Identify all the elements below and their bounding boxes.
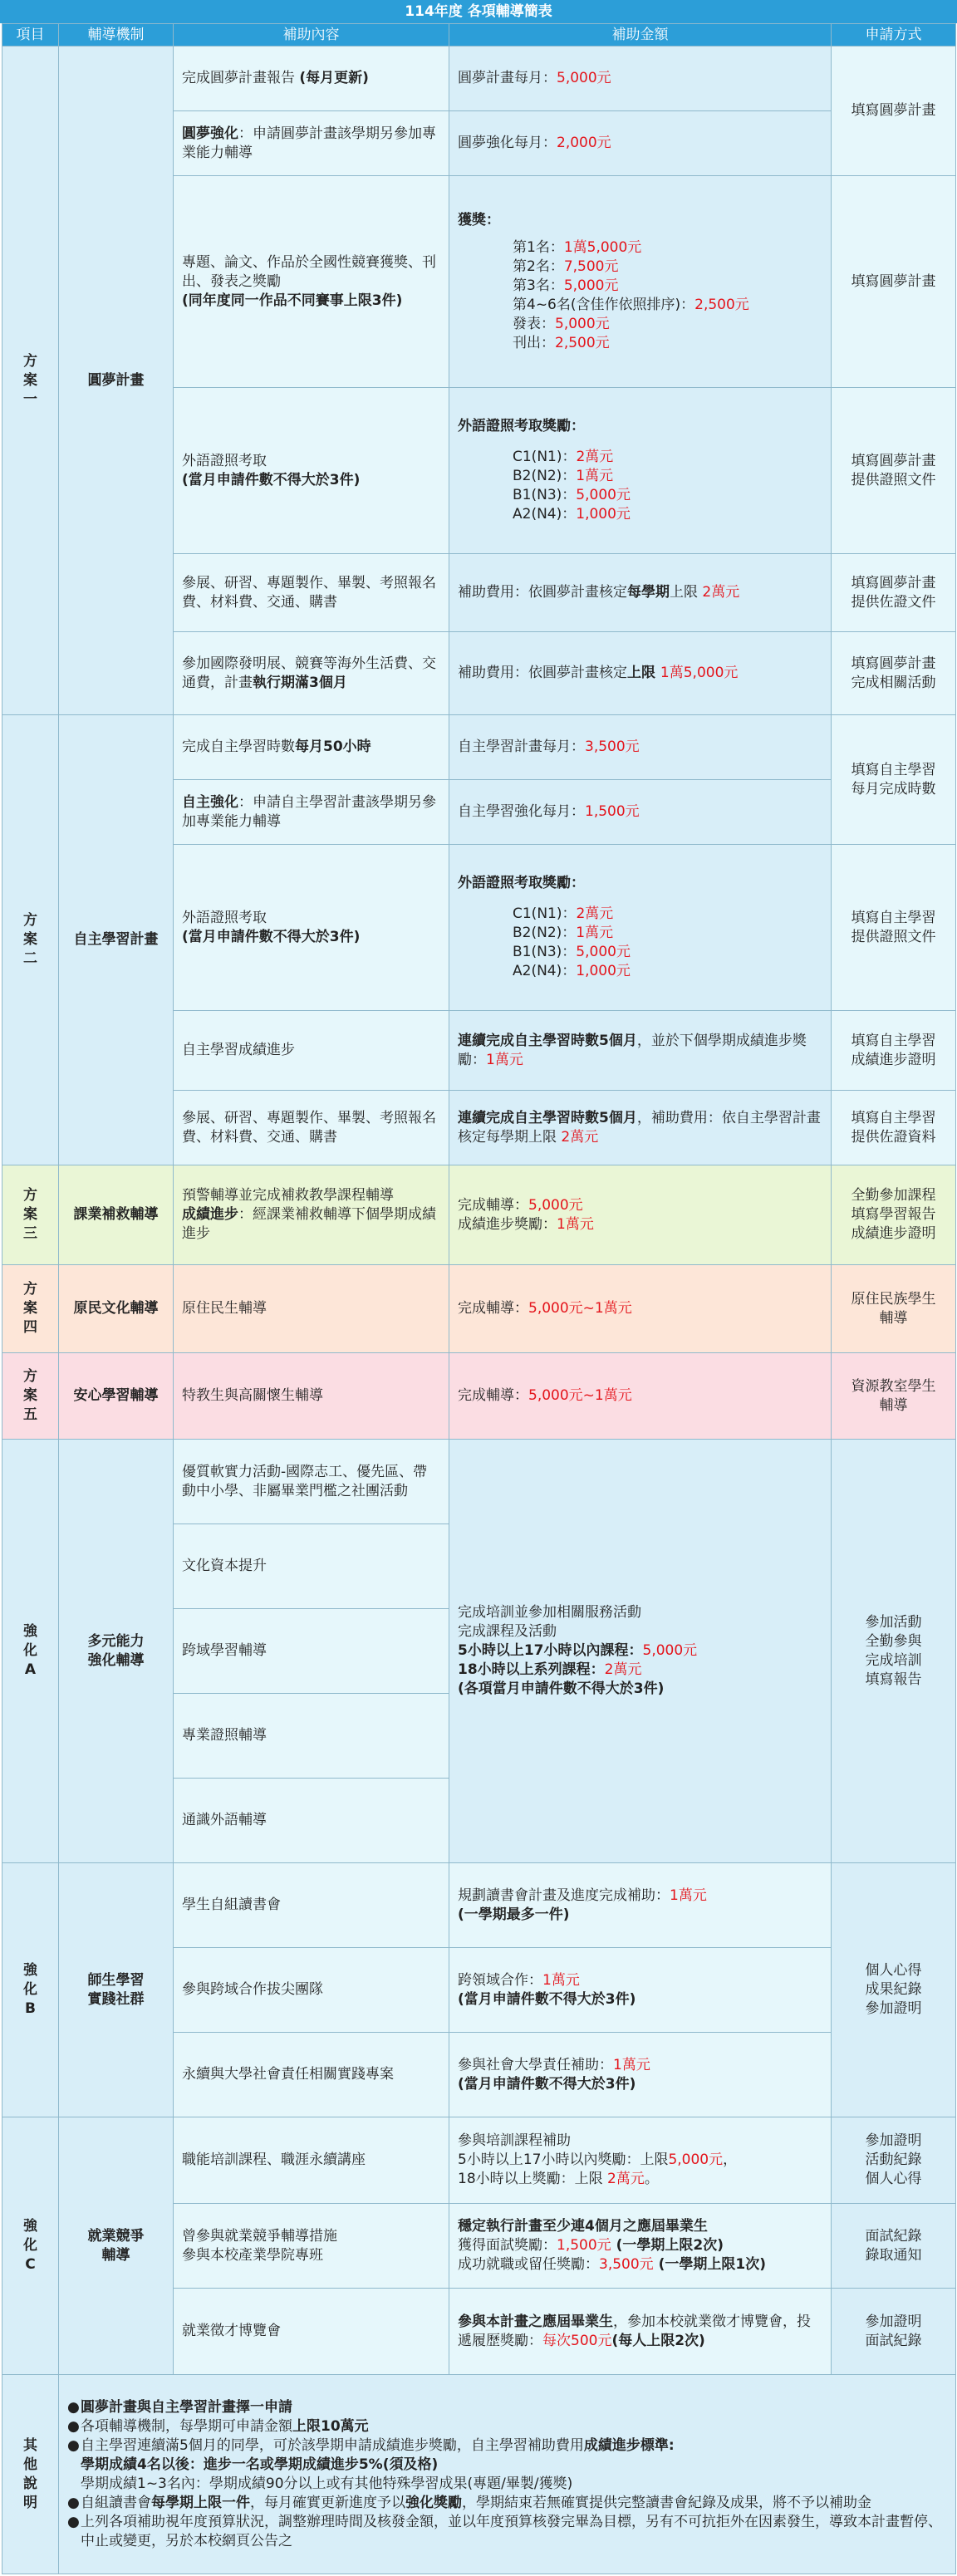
content-cell: 參加國際發明展、競賽等海外生活費、交通費，計畫執行期滿3個月 bbox=[174, 632, 449, 715]
amount-cell: 補助費用：依圓夢計畫核定每學期上限 2萬元 bbox=[449, 554, 832, 632]
apply-cell: 個人心得 成果紀錄 參加證明 bbox=[832, 1863, 956, 2117]
award-line: C1(N1)：2萬元 bbox=[513, 449, 614, 465]
award-line: C1(N1)：2萬元 bbox=[513, 905, 614, 922]
mechanism-name: 原民文化輔導 bbox=[59, 1265, 174, 1353]
content-cell: 曾參與就業競爭輔導措施 參與本校產業學院專班 bbox=[174, 2204, 449, 2289]
apply-cell: 填寫圓夢計畫 bbox=[832, 47, 956, 176]
award-line: B2(N2)：1萬元 bbox=[513, 925, 614, 941]
table-row bbox=[2, 715, 956, 780]
amount-cell: 跨領域合作：1萬元 (當月申請件數不得大於3件) bbox=[449, 1948, 832, 2033]
content-cell: 外語證照考取 (當月申請件數不得大於3件) bbox=[174, 388, 449, 554]
content-cell: 自主學習成績進步 bbox=[174, 1011, 449, 1091]
amount-cell: 完成培訓並參加相關服務活動 完成課程及活動 5小時以上17小時以內課程：5,000元 18小時以上系列課程：2萬元 (各項當月申請件數不得大於3件) bbox=[449, 1440, 832, 1863]
apply-cell: 填寫圓夢計畫 提供證照文件 bbox=[832, 388, 956, 554]
header-amount: 補助金額 bbox=[449, 24, 832, 47]
header-mechanism: 輔導機制 bbox=[59, 24, 174, 47]
apply-cell: 參加證明 面試紀錄 bbox=[832, 2289, 956, 2375]
table-row bbox=[2, 2117, 956, 2204]
content-cell: 參展、研習、專題製作、畢製、考照報名費、材料費、交通、購書 bbox=[174, 554, 449, 632]
amount-cell: 連續完成自主學習時數5個月，並於下個學期成績進步獎勵：1萬元 bbox=[449, 1011, 832, 1091]
amount-cell: 連續完成自主學習時數5個月，補助費用：依自主學習計畫核定每學期上限 2萬元 bbox=[449, 1091, 832, 1165]
table-row bbox=[2, 47, 956, 111]
content-cell: 跨域學習輔導 bbox=[174, 1609, 449, 1694]
content-cell: 完成自主學習時數每月50小時 bbox=[174, 715, 449, 780]
content-cell: 自主強化：申請自主學習計畫該學期另參加專業能力輔導 bbox=[174, 780, 449, 845]
plan-label: 強 化 C bbox=[2, 2117, 59, 2375]
content-cell: 永續與大學社會責任相關實踐專案 bbox=[174, 2033, 449, 2117]
content-cell: 職能培訓課程、職涯永續講座 bbox=[174, 2117, 449, 2204]
amount-cell bbox=[449, 388, 832, 554]
amount-cell: 圓夢強化每月：2,000元 bbox=[449, 111, 832, 176]
mechanism-name: 課業補救輔導 bbox=[59, 1165, 174, 1265]
amount-cell: 參與培訓課程補助 5小時以上17小時以內獎勵：上限5,000元， 18小時以上獎勵：上限 2萬元。 bbox=[449, 2117, 832, 2204]
note-item: ● 自主學習連續滿5個月的同學，可於該學期申請成績進步獎勵，自主學習補助費用成績進步標準: 學期成績4名以後：進步一名或學期成績進步5%(須及格) 學期成績1~3名內：學期成績90分以上或有其他特殊學習成果(專題/畢製/獲獎) bbox=[67, 2436, 675, 2492]
plan-label: 強 化 B bbox=[2, 1863, 59, 2117]
apply-cell: 資源教室學生 輔導 bbox=[832, 1353, 956, 1440]
content-cell: 參與跨域合作拔尖團隊 bbox=[174, 1948, 449, 2033]
table-header-row bbox=[2, 24, 956, 47]
award-line: 第4~6名(含佳作依照排序)：2,500元 bbox=[513, 296, 749, 313]
content-cell: 就業徵才博覽會 bbox=[174, 2289, 449, 2375]
apply-cell: 填寫圓夢計畫 完成相關活動 bbox=[832, 632, 956, 715]
amount-cell: 完成輔導：5,000元 成績進步獎勵：1萬元 bbox=[449, 1165, 832, 1265]
amount-cell: 圓夢計畫每月：5,000元 bbox=[449, 47, 832, 111]
content-cell: 文化資本提升 bbox=[174, 1524, 449, 1609]
award-line: B1(N3)：5,000元 bbox=[513, 487, 631, 503]
content-cell: 預警輔導並完成補救教學課程輔導 成績進步：經課業補救輔導下個學期成績進步 bbox=[174, 1165, 449, 1265]
plan-label: 方 案 四 bbox=[2, 1265, 59, 1353]
apply-cell: 填寫自主學習 提供證照文件 bbox=[832, 845, 956, 1011]
apply-cell: 參加證明 活動紀錄 個人心得 bbox=[832, 2117, 956, 2204]
notes-cell bbox=[59, 2375, 956, 2574]
content-cell: 完成圓夢計畫報告 (每月更新) bbox=[174, 47, 449, 111]
apply-cell: 原住民族學生 輔導 bbox=[832, 1265, 956, 1353]
apply-cell: 填寫圓夢計畫 bbox=[832, 176, 956, 388]
table-row bbox=[2, 1165, 956, 1265]
note-item: ● 上列各項補助視年度預算狀況，調整辦理時間及核發金額，並以年度預算核發完畢為目標，另有不可抗拒外在因素發生，導致本計畫暫停、中止或變更，另於本校網頁公告之 bbox=[67, 2513, 942, 2549]
content-cell: 參展、研習、專題製作、畢製、考照報名費、材料費、交通、購書 bbox=[174, 1091, 449, 1165]
award-line: A2(N4)：1,000元 bbox=[513, 963, 631, 979]
mechanism-name: 安心學習輔導 bbox=[59, 1353, 174, 1440]
note-item: ● 圓夢計畫與自主學習計畫擇一申請 bbox=[67, 2398, 292, 2416]
plan-label: 方 案 三 bbox=[2, 1165, 59, 1265]
amount-cell: 參與本計畫之應屆畢業生，參加本校就業徵才博覽會，投遞履歷獎勵：每次500元(每人上限2次) bbox=[449, 2289, 832, 2375]
content-cell: 通識外語輔導 bbox=[174, 1779, 449, 1863]
apply-cell: 填寫圓夢計畫 提供佐證文件 bbox=[832, 554, 956, 632]
apply-cell: 面試紀錄 錄取通知 bbox=[832, 2204, 956, 2289]
apply-cell: 填寫自主學習 每月完成時數 bbox=[832, 715, 956, 845]
plan-label: 方 案 二 bbox=[2, 715, 59, 1165]
amount-cell: 穩定執行計畫至少連4個月之應屆畢業生 獲得面試獎勵：1,500元 (一學期上限2次) 成功就職或留任獎勵：3,500元 (一學期上限1次) bbox=[449, 2204, 832, 2289]
apply-cell: 全勤參加課程 填寫學習報告 成績進步證明 bbox=[832, 1165, 956, 1265]
award-line: 發表：5,000元 bbox=[513, 315, 610, 332]
mechanism-name: 圓夢計畫 bbox=[59, 47, 174, 715]
amount-cell: 自主學習計畫每月：3,500元 bbox=[449, 715, 832, 780]
table-row bbox=[2, 1440, 956, 1524]
content-cell: 學生自組讀書會 bbox=[174, 1863, 449, 1948]
award-line: 刊出：2,500元 bbox=[513, 334, 610, 351]
amount-cell bbox=[449, 845, 832, 1011]
award-line: B2(N2)：1萬元 bbox=[513, 468, 614, 484]
apply-cell: 參加活動 全勤參與 完成培訓 填寫報告 bbox=[832, 1440, 956, 1863]
amount-cell: 完成輔導：5,000元~1萬元 bbox=[449, 1265, 832, 1353]
header-item: 項目 bbox=[2, 24, 59, 47]
header-apply: 申請方式 bbox=[832, 24, 956, 47]
amount-cell: 完成輔導：5,000元~1萬元 bbox=[449, 1353, 832, 1440]
content-cell: 外語證照考取 (當月申請件數不得大於3件) bbox=[174, 845, 449, 1011]
content-cell: 專題、論文、作品於全國性競賽獲獎、刊出、發表之獎勵 (同年度同一作品不同賽事上限3件) bbox=[174, 176, 449, 388]
table-row bbox=[2, 1265, 956, 1353]
amount-cell: 補助費用：依圓夢計畫核定上限 1萬5,000元 bbox=[449, 632, 832, 715]
award-line: 第1名：1萬5,000元 bbox=[513, 238, 642, 256]
amount-cell: 自主學習強化每月：1,500元 bbox=[449, 780, 832, 845]
award-heading: 外語證照考取獎勵： bbox=[458, 418, 585, 434]
award-heading: 獲獎： bbox=[458, 211, 500, 228]
mechanism-name: 自主學習計畫 bbox=[59, 715, 174, 1165]
table-row bbox=[2, 1353, 956, 1440]
award-line: B1(N3)：5,000元 bbox=[513, 944, 631, 960]
plan-label: 方 案 五 bbox=[2, 1353, 59, 1440]
amount-cell bbox=[449, 176, 832, 388]
content-cell: 圓夢強化：申請圓夢計畫該學期另參加專業能力輔導 bbox=[174, 111, 449, 176]
amount-cell: 規劃讀書會計畫及進度完成補助：1萬元 (一學期最多一件) bbox=[449, 1863, 832, 1948]
award-line: 第2名：7,500元 bbox=[513, 258, 619, 275]
notes-label: 其 他 說 明 bbox=[2, 2375, 59, 2574]
content-cell: 原住民生輔導 bbox=[174, 1265, 449, 1353]
plan-label: 強 化 A bbox=[2, 1440, 59, 1863]
note-item: ● 自組讀書會每學期上限一件，每月確實更新進度予以強化獎勵，學期結束若無確實提供完整讀書會紀錄及成果，將不予以補助金 bbox=[67, 2494, 871, 2511]
mechanism-name: 就業競爭 輔導 bbox=[59, 2117, 174, 2375]
note-item: ● 各項輔導機制，每學期可申請金額上限10萬元 bbox=[67, 2417, 369, 2435]
table-row bbox=[2, 2375, 956, 2574]
page-title: 114年度 各項輔導簡表 bbox=[0, 0, 957, 23]
table-row bbox=[2, 1863, 956, 1948]
mechanism-name: 多元能力 強化輔導 bbox=[59, 1440, 174, 1863]
award-line: A2(N4)：1,000元 bbox=[513, 506, 631, 523]
content-cell: 特教生與高關懷生輔導 bbox=[174, 1353, 449, 1440]
apply-cell: 填寫自主學習 成績進步證明 bbox=[832, 1011, 956, 1091]
award-heading: 外語證照考取獎勵： bbox=[458, 875, 585, 891]
content-cell: 專業證照輔導 bbox=[174, 1694, 449, 1779]
mechanism-name: 師生學習 實踐社群 bbox=[59, 1863, 174, 2117]
apply-cell: 填寫自主學習 提供佐證資料 bbox=[832, 1091, 956, 1165]
award-line: 第3名：5,000元 bbox=[513, 277, 619, 294]
header-content: 補助內容 bbox=[174, 24, 449, 47]
amount-cell: 參與社會大學責任補助：1萬元 (當月申請件數不得大於3件) bbox=[449, 2033, 832, 2117]
counseling-table bbox=[2, 23, 956, 2574]
plan-label: 方 案 一 bbox=[2, 47, 59, 715]
content-cell: 優質軟實力活動-國際志工、優先區、帶動中小學、非屬畢業門檻之社團活動 bbox=[174, 1440, 449, 1524]
